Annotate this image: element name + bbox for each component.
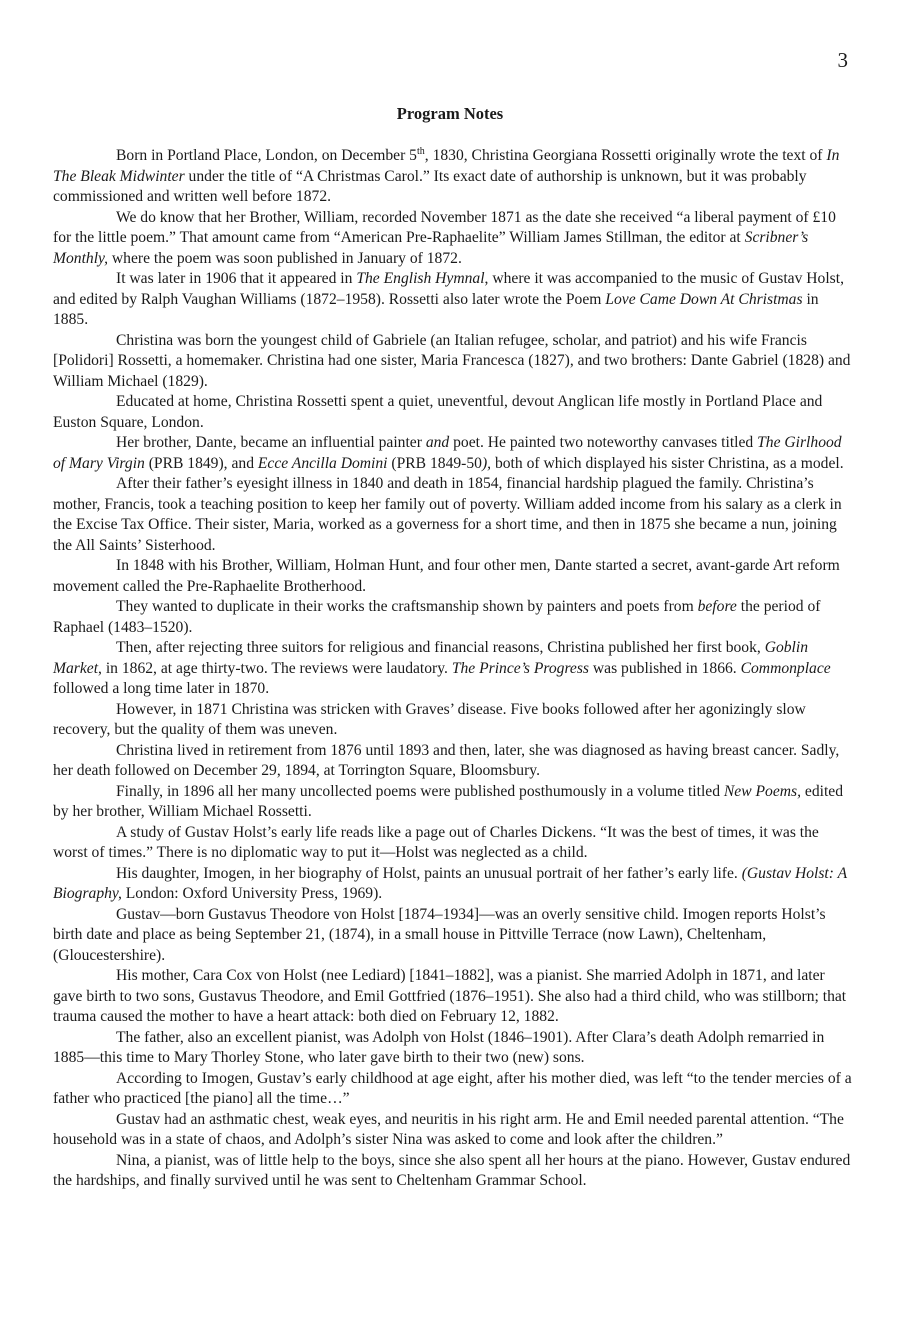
- paragraph: [53, 864, 853, 905]
- paragraph: [53, 905, 853, 967]
- superscript-text: th: [416, 145, 425, 157]
- italic-text: Love Came Down At Christmas: [605, 290, 803, 308]
- paragraph: [53, 782, 853, 823]
- page-number: 3: [837, 48, 848, 72]
- italic-text: The English Hymnal: [356, 270, 485, 287]
- paragraph: [53, 823, 853, 864]
- paragraph: [53, 700, 853, 741]
- italic-text: ),: [481, 454, 492, 472]
- paragraph: [53, 208, 853, 270]
- text-run: Born in Portland Place, London, on December 5: [116, 147, 417, 164]
- text-run: His mother, Cara Cox von Holst (nee Lediard) [1841–1882], was a pianist. She married Adolph in 1871, and later gave birth to two sons, Gustavus Theodore, and Emil Gottfried (1876–1951). She also had a third child, who was stillborn; that trauma caused the mother to have a heart attack: both died on February 12, 1882.: [53, 967, 847, 1025]
- italic-text: Scribner’s Monthly,: [53, 229, 809, 267]
- text-run: Gustav—born Gustavus Theodore von Holst [1874–1934]—was an overly sensitive child. Imogen reports Holst’s birth date and place as being September 21, (1874), in a small house in Pittville Terrace (now Lawn), Cheltenham, (Gloucestershire).: [53, 905, 826, 964]
- text-run: In 1848 with his Brother, William, Holman Hunt, and four other men, Dante started a secret, avant-garde Art reform movement called the Pre-Raphaelite Brotherhood.: [53, 557, 840, 595]
- text-run: Christina was born the youngest child of Gabriele (an Italian refugee, scholar, and patriot) and his wife Francis [Polidori] Rossetti, a homemaker. Christina had one sister, Maria Francesca (1827), and two brothers: Dante Gabriel (1828) and William Michael (1829).: [53, 331, 851, 390]
- page-title: Program Notes: [396, 104, 504, 123]
- text-run: Finally, in 1896 all her many uncollected poems were published posthumously in a volume titled: [116, 782, 724, 800]
- italic-text: before: [697, 598, 737, 615]
- italic-text: Commonplace: [740, 659, 831, 677]
- paragraph: [53, 146, 853, 208]
- text-run: was published in 1866.: [589, 659, 741, 677]
- paragraph: [53, 1110, 853, 1151]
- text-run: Then, after rejecting three suitors for religious and financial reasons, Christina published her first book,: [116, 639, 765, 656]
- text-run: However, in 1871 Christina was stricken with Graves’ disease. Five books followed after her agonizingly slow recovery, but the quality of them was uneven.: [53, 700, 806, 738]
- text-run: (PRB 1849-50: [387, 454, 482, 472]
- italic-text: In The Bleak Midwinter: [53, 147, 840, 185]
- text-run: (PRB 1849), and: [144, 454, 258, 472]
- italic-text: (Gustav Holst: A Biography,: [53, 864, 847, 902]
- text-run: Gustav had an asthmatic chest, weak eyes, and neuritis in his right arm. He and Emil needed parental attention. “The household was in a state of chaos, and Adolph’s sister Nina was asked to come and look after the children.”: [53, 1110, 844, 1148]
- paragraph: [53, 597, 853, 638]
- italic-text: The Prince’s Progress: [451, 659, 589, 677]
- text-run: They wanted to duplicate in their works the craftsmanship shown by painters and poets from: [116, 598, 698, 615]
- italic-text: Ecce Ancilla Domini: [257, 454, 388, 472]
- text-run: Educated at home, Christina Rossetti spent a quiet, uneventful, devout Anglican life mostly in Portland Place and Euston Square, London.: [53, 393, 823, 431]
- text-run: Nina, a pianist, was of little help to the boys, since she also spent all her hours at the piano. However, Gustav endured the hardships, and finally survived until he was sent to Cheltenham Grammar School.: [53, 1151, 851, 1189]
- text-run: London: Oxford University Press, 1969).: [121, 885, 383, 902]
- paragraph: [53, 269, 853, 331]
- paragraph: [53, 1151, 853, 1192]
- text-run: the period of Raphael (1483–1520).: [53, 598, 821, 636]
- text-run: A study of Gustav Holst’s early life reads like a page out of Charles Dickens. “It was the best of times, it was the worst of times.” There is no diplomatic way to put it—Holst was neglected as a child.: [53, 823, 819, 861]
- text-run: in 1885.: [53, 290, 819, 328]
- paragraph: [53, 392, 853, 433]
- text-run: , in 1862, at age thirty-two. The reviews were laudatory.: [98, 659, 452, 677]
- italic-text: New Poems,: [723, 782, 801, 800]
- text-run: under the title of “A Christmas Carol.” Its exact date of authorship is unknown, but it was probably commissioned and written well before 1872.: [53, 167, 807, 205]
- text-run: Her brother, Dante, became an influential painter: [116, 434, 426, 451]
- text-run: , 1830, Christina Georgiana Rossetti originally wrote the text of: [424, 147, 827, 164]
- paragraph: [53, 1069, 853, 1110]
- text-run: It was later in 1906 that it appeared in: [116, 270, 357, 287]
- paragraph: [53, 638, 853, 700]
- paragraph: [53, 433, 853, 474]
- paragraph: [53, 474, 853, 556]
- text-run: edited by her brother, William Michael Rossetti.: [53, 782, 843, 820]
- text-run: , where it was accompanied to the music of Gustav Holst, and edited by Ralph Vaughan Williams (1872–1958). Rossetti also later wrote the Poem: [53, 270, 844, 308]
- italic-text: The Girlhood of Mary Virgin: [53, 434, 842, 472]
- paragraph: [53, 331, 853, 393]
- text-run: His daughter, Imogen, in her biography of Holst, paints an unusual portrait of her father’s early life.: [116, 864, 742, 882]
- text-run: The father, also an excellent pianist, was Adolph von Holst (1846–1901). After Clara’s death Adolph remarried in 1885—this time to Mary Thorley Stone, who later gave birth to their two (new) sons.: [53, 1028, 825, 1066]
- text-run: both of which displayed his sister Christina, as a model.: [491, 454, 844, 472]
- paragraph: [53, 741, 853, 782]
- text-run: Christina lived in retirement from 1876 until 1893 and then, later, she was diagnosed as having breast cancer. Sadly, her death followed on December 29, 1894, at Torrington Square, Bloomsbury.: [53, 741, 840, 779]
- paragraph: [53, 1028, 853, 1069]
- paragraph: [53, 556, 853, 597]
- text-run: followed a long time later in 1870.: [53, 680, 270, 697]
- text-run: After their father’s eyesight illness in 1840 and death in 1854, financial hardship plagued the family. Christina’s mother, Francis, took a teaching position to keep her family out of poverty. William added income from his salary as a clerk in the Excise Tax Office. Their sister, Maria, worked as a governess for a short time, and then in 1875 she became a nun, joining the All Saints’ Sisterhood.: [53, 475, 842, 554]
- program-notes-body: [53, 146, 853, 1192]
- text-run: According to Imogen, Gustav’s early childhood at age eight, after his mother died, was left “to the tender mercies of a father who practiced [the piano] all the time…”: [53, 1069, 852, 1107]
- text-run: poet. He painted two noteworthy canvases titled: [449, 434, 758, 451]
- italic-text: and: [425, 434, 450, 451]
- text-run: We do know that her Brother, William, recorded November 1871 as the date she received “a liberal payment of £10 for the little poem.” That amount came from “American Pre-Raphaelite” William James Stillman, the editor at: [53, 208, 836, 246]
- paragraph: [53, 966, 853, 1028]
- text-run: where the poem was soon published in January of 1872.: [108, 249, 462, 267]
- italic-text: Goblin Market: [53, 639, 809, 677]
